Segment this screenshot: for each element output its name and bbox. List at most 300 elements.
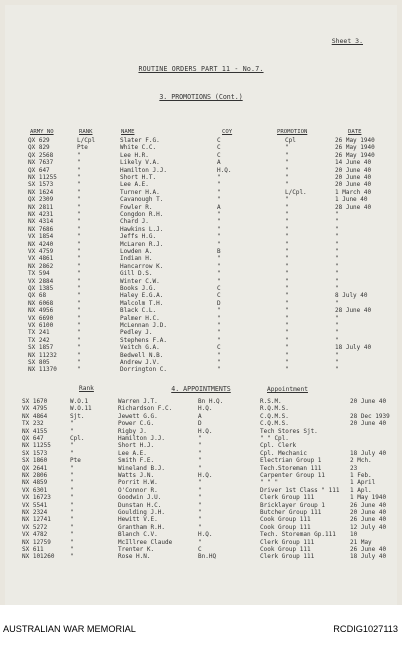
promotion-cell: " — [285, 203, 289, 211]
date-cell: 1 April — [350, 479, 376, 487]
date-cell: 26 June 40 — [350, 501, 387, 509]
date-cell: " — [335, 336, 339, 344]
appointment-row — [5, 553, 397, 561]
army-no-cell: NX 11370 — [28, 366, 57, 374]
coy-cell: " — [217, 307, 221, 315]
name-cell: Palmer H.C. — [120, 314, 160, 322]
date-cell: 20 June 40 — [335, 166, 372, 174]
date-cell: 1 May 1940 — [350, 494, 387, 502]
rank-cell: Sjt. — [70, 412, 85, 420]
date-cell: 26 June 40 — [350, 516, 387, 524]
army-no-cell: NX 2806 — [22, 472, 48, 479]
name-cell: Lee A.E. — [120, 181, 149, 189]
army-no-cell: NX 4155 — [22, 427, 48, 435]
army-no-cell: QX 647 — [28, 166, 50, 174]
name-cell: Power C.G. — [118, 420, 155, 428]
promotion-cell: L/Cpl. — [285, 188, 307, 196]
promotion-cell: " — [285, 240, 289, 248]
col-header-rank: RANK — [79, 129, 93, 135]
coy-cell: " — [217, 174, 221, 181]
date-cell: " — [335, 299, 339, 307]
name-cell: Veitch G.A. — [120, 344, 160, 352]
unit-cell: " — [198, 486, 202, 494]
rank-cell: " — [77, 248, 81, 255]
date-cell: " — [335, 322, 339, 329]
army-no-cell: SX 1573 — [22, 449, 48, 457]
date-cell: 28 June 40 — [335, 203, 372, 211]
name-cell: Short H.J. — [118, 442, 155, 450]
archive-footer — [0, 605, 402, 654]
rank-cell: " — [77, 240, 81, 248]
name-cell: Warren J.T. — [118, 398, 158, 405]
col-header-promotion: PROMOTION — [277, 129, 308, 135]
name-cell: Watts J.N. — [118, 472, 155, 479]
appointment-cell: Tech Stores Sjt. — [260, 427, 318, 435]
name-cell: Fowler R. — [120, 203, 153, 211]
name-cell: Chard J. — [120, 218, 149, 226]
name-cell: Jewett G.G. — [118, 412, 158, 420]
name-cell: Hamilton J.J. — [120, 166, 167, 174]
coy-cell: C — [217, 151, 221, 159]
rank-cell: " — [70, 516, 74, 524]
rank-cell: Pte — [70, 457, 81, 465]
rank-cell: " — [77, 336, 81, 344]
army-no-cell: QX 68 — [28, 292, 47, 300]
date-cell: 20 June 40 — [350, 420, 387, 428]
coy-cell: " — [217, 233, 221, 241]
coy-cell: " — [217, 218, 221, 226]
name-cell: Goodwin J.U. — [118, 494, 162, 502]
promotion-cell: " — [285, 159, 289, 167]
name-cell: Pedley J. — [120, 329, 153, 337]
promotion-cell: " — [285, 255, 289, 263]
coy-cell: " — [217, 196, 221, 204]
date-cell: 8 July 40 — [335, 292, 368, 300]
rank-cell: " — [77, 188, 81, 196]
rank-cell: " — [70, 523, 74, 531]
date-cell: 18 July 40 — [350, 553, 387, 561]
date-cell: " — [335, 225, 339, 233]
unit-cell: " — [198, 464, 202, 472]
appointment-cell: Electrian Group 1 — [260, 457, 322, 465]
rank-cell: " — [77, 329, 81, 337]
rank-cell: " — [77, 255, 81, 263]
promotion-cell: " — [285, 270, 289, 278]
army-no-cell: VX 6301 — [22, 486, 48, 494]
name-cell: Porrit H.W. — [118, 479, 158, 487]
unit-cell: D — [198, 420, 202, 428]
unit-cell: " — [198, 509, 202, 516]
unit-cell: " — [198, 501, 202, 509]
document-heading: ROUTINE ORDERS PART 11 - No.7. — [138, 65, 264, 73]
date-cell: 21 May — [350, 538, 372, 546]
date-cell: 12 July 40 — [350, 523, 387, 531]
promotion-cell: " — [285, 292, 289, 300]
date-cell: 20 June 40 — [350, 398, 387, 405]
coy-cell: " — [217, 366, 221, 374]
date-cell: 1 Apl. — [350, 486, 372, 494]
rank-cell: " — [77, 262, 81, 270]
appointment-cell: " " " — [260, 479, 279, 487]
rank-cell: Cpl. — [70, 435, 85, 442]
appointment-cell: Clerk Group 111 — [260, 494, 315, 502]
army-no-cell: VX 5541 — [22, 501, 48, 509]
appointment-cell: " " Cpl. — [260, 435, 289, 442]
coy-cell: " — [217, 255, 221, 263]
name-cell: Blanch C.V. — [118, 531, 158, 539]
coy-cell: A — [217, 203, 221, 211]
name-cell: Rigby J. — [118, 427, 147, 435]
coy-cell: " — [217, 322, 221, 329]
date-cell: " — [335, 285, 339, 292]
army-no-cell: SX 805 — [28, 359, 50, 366]
coy-cell: C — [217, 144, 221, 152]
army-no-cell: SX 611 — [22, 546, 44, 553]
appointment-cell: Cook Group 111 — [260, 523, 311, 531]
unit-cell: H.Q. — [198, 427, 213, 435]
date-cell: 18 July 40 — [350, 449, 387, 457]
unit-cell: " — [198, 494, 202, 502]
army-no-cell: NX 4859 — [22, 479, 48, 487]
army-no-cell: TX 594 — [28, 270, 50, 278]
rank-cell: " — [70, 427, 74, 435]
date-cell: 26 May 1940 — [335, 137, 375, 144]
army-no-cell: VX 4782 — [22, 531, 48, 539]
date-cell: 20 June 40 — [335, 174, 372, 181]
coy-cell: " — [217, 225, 221, 233]
name-cell: Rose H.N. — [118, 553, 151, 561]
army-no-cell: NX 4956 — [28, 307, 54, 315]
army-no-cell: NX 4231 — [28, 211, 54, 218]
promotion-cell: " — [285, 336, 289, 344]
appointment-cell: Carpenter Group 11 — [260, 472, 326, 479]
date-cell: 26 June 40 — [350, 546, 387, 553]
name-cell: Lowden A. — [120, 248, 153, 255]
army-no-cell: VX 5272 — [22, 523, 48, 531]
appointment-cell: Driver 1st Class " 111 — [260, 486, 340, 494]
rank-cell: " — [70, 464, 74, 472]
name-cell: Richardson F.C. — [118, 405, 173, 413]
army-no-cell: QX 2641 — [22, 464, 48, 472]
army-no-cell: VX 4795 — [22, 405, 48, 413]
army-no-cell: VX 2884 — [28, 277, 54, 285]
army-no-cell: VX 4861 — [28, 255, 54, 263]
name-cell: Turner H.A. — [120, 188, 160, 196]
col-header-coy: COY — [222, 129, 233, 135]
rank-cell: " — [77, 233, 81, 241]
rank-cell: " — [77, 344, 81, 352]
coy-cell: " — [217, 359, 221, 366]
name-cell: McLennan J.D. — [120, 322, 167, 329]
rank-cell: W.O.11 — [70, 405, 92, 413]
rank-cell: " — [70, 479, 74, 487]
promotion-cell: " — [285, 211, 289, 218]
promotion-cell: " — [285, 329, 289, 337]
footer-source: AUSTRALIAN WAR MEMORIAL — [3, 624, 136, 634]
name-cell: Dunstan H.C. — [118, 501, 162, 509]
rank-cell: " — [70, 449, 74, 457]
name-cell: Malcolm T.H. — [120, 299, 164, 307]
name-cell: Indian H. — [120, 255, 153, 263]
unit-cell: C — [198, 546, 202, 553]
appointment-cell: Tech.Storeman 111 — [260, 464, 322, 472]
coy-cell: " — [217, 188, 221, 196]
army-no-cell: NX 2324 — [22, 509, 48, 516]
rank-cell: Pte — [77, 144, 88, 152]
army-no-cell: NX 4314 — [28, 218, 54, 226]
rank-cell: " — [77, 166, 81, 174]
unit-cell: " — [198, 435, 202, 442]
footer-record-id: RCDIG1027113 — [333, 624, 398, 634]
rank-cell: " — [77, 174, 81, 181]
rank-cell: " — [77, 181, 81, 189]
rank-cell: " — [77, 359, 81, 366]
rank-cell: " — [77, 299, 81, 307]
appointment-cell: Cpl. Mechanic — [260, 449, 307, 457]
appointment-cell: Butcher Group 111 — [260, 509, 322, 516]
rank-cell: " — [77, 285, 81, 292]
date-cell: 10 — [350, 531, 358, 539]
name-cell: Short H.T. — [120, 174, 157, 181]
army-no-cell: TX 241 — [28, 329, 50, 337]
rank-cell: " — [70, 442, 74, 450]
promotion-cell: " — [285, 351, 289, 359]
appointment-cell: Clerk Group 111 — [260, 538, 315, 546]
date-cell: 1 March 40 — [335, 188, 372, 196]
rank-cell: " — [70, 494, 74, 502]
col-header-date: DATE — [348, 129, 362, 135]
name-cell: Stephens F.A. — [120, 336, 167, 344]
coy-cell: C — [217, 285, 221, 292]
name-cell: Hawkins L.J. — [120, 225, 164, 233]
promotion-cell: " — [285, 151, 289, 159]
army-no-cell: NX 2862 — [28, 262, 54, 270]
promotion-cell: " — [285, 248, 289, 255]
army-no-cell: QX 629 — [28, 137, 50, 144]
date-cell: 14 June 40 — [335, 159, 372, 167]
promotion-cell: " — [285, 307, 289, 315]
name-cell: Hamilton J.J. — [118, 435, 165, 442]
army-no-cell: NX 4240 — [28, 240, 54, 248]
rank-cell: L/Cpl — [77, 137, 96, 144]
date-cell: 23 — [350, 464, 358, 472]
appointments-rank-header: Rank — [79, 385, 94, 392]
appointment-cell: Tech. Storeman Gp.111 — [260, 531, 336, 539]
coy-cell: C — [217, 292, 221, 300]
army-no-cell: NX 12741 — [22, 516, 51, 524]
rank-cell: " — [77, 225, 81, 233]
rank-cell: " — [77, 211, 81, 218]
date-cell: " — [335, 359, 339, 366]
col-header-army-no: ARMY NO — [30, 129, 54, 135]
rank-cell: " — [77, 277, 81, 285]
name-cell: Books J.G. — [120, 285, 157, 292]
appointment-cell: Clerk Group 111 — [260, 553, 315, 561]
army-no-cell: QX 2568 — [28, 151, 54, 159]
name-cell: Haley E.G.A. — [120, 292, 164, 300]
army-no-cell: VX 1854 — [28, 233, 54, 241]
rank-cell: " — [77, 307, 81, 315]
coy-cell: D — [217, 299, 221, 307]
unit-cell: Bn H.Q. — [198, 398, 224, 405]
army-no-cell: QX 829 — [28, 144, 50, 152]
unit-cell: " — [198, 457, 202, 465]
promotion-cell: " — [285, 225, 289, 233]
rank-cell: " — [77, 270, 81, 278]
appointments-section-title: 4. APPOINTMENTS — [171, 385, 231, 393]
coy-cell: H.Q. — [217, 166, 232, 174]
army-no-cell: SX 1857 — [28, 344, 54, 352]
promotion-cell: " — [285, 344, 289, 352]
appointment-cell: Cook Group 111 — [260, 516, 311, 524]
rank-cell: " — [70, 546, 74, 553]
unit-cell: " — [198, 538, 202, 546]
promotion-cell: Cpl — [285, 137, 296, 144]
army-no-cell: NX 1624 — [28, 188, 54, 196]
date-cell: " — [335, 314, 339, 322]
date-cell: " — [335, 255, 339, 263]
army-no-cell: NX 4864 — [22, 412, 48, 420]
rank-cell: " — [70, 486, 74, 494]
rank-cell: " — [70, 538, 74, 546]
name-cell: Hancarrow K. — [120, 262, 164, 270]
army-no-cell: TX 232 — [22, 420, 44, 428]
promotion-cell: " — [285, 233, 289, 241]
army-no-cell: QX 647 — [22, 435, 44, 442]
army-no-cell: NX 11255 — [22, 442, 51, 450]
date-cell: 26 May 1940 — [335, 151, 375, 159]
promotion-cell: " — [285, 285, 289, 292]
rank-cell: " — [77, 322, 81, 329]
army-no-cell: TX 242 — [28, 336, 50, 344]
army-no-cell: SX 1860 — [22, 457, 48, 465]
date-cell: 1 June 40 — [335, 196, 368, 204]
coy-cell: C — [217, 137, 221, 144]
army-no-cell: NX 7686 — [28, 225, 54, 233]
army-no-cell: SX 1670 — [22, 398, 48, 405]
army-no-cell: NX 7637 — [28, 159, 54, 167]
date-cell: " — [335, 366, 339, 374]
rank-cell: W.O.1 — [70, 398, 89, 405]
date-cell: " — [335, 233, 339, 241]
col-header-name: NAME — [121, 129, 135, 135]
name-cell: Slater F.G. — [120, 137, 160, 144]
rank-cell: " — [77, 314, 81, 322]
army-no-cell: VX 4759 — [28, 248, 54, 255]
date-cell: " — [335, 329, 339, 337]
name-cell: Congdon R.H. — [120, 211, 164, 218]
army-no-cell: SX 1573 — [28, 181, 54, 189]
unit-cell: " — [198, 442, 202, 450]
name-cell: Winter C.W. — [120, 277, 160, 285]
army-no-cell: NX 101260 — [22, 553, 55, 561]
name-cell: White C.C. — [120, 144, 157, 152]
promotion-cell: " — [285, 218, 289, 226]
coy-cell: A — [217, 159, 221, 167]
name-cell: Likely V.A. — [120, 159, 160, 167]
rank-cell: " — [70, 509, 74, 516]
army-no-cell: NX 11255 — [28, 174, 57, 181]
rank-cell: " — [77, 366, 81, 374]
promotion-cell: " — [285, 174, 289, 181]
promotion-cell: " — [285, 166, 289, 174]
army-no-cell: VX 6690 — [28, 314, 54, 322]
rank-cell: " — [77, 196, 81, 204]
name-cell: Gill D.S. — [120, 270, 153, 278]
name-cell: Jeffs H.G. — [120, 233, 157, 241]
coy-cell: " — [217, 314, 221, 322]
date-cell: " — [335, 248, 339, 255]
name-cell: Trenter K. — [118, 546, 155, 553]
rank-cell: " — [77, 159, 81, 167]
army-no-cell: NX 11232 — [28, 351, 57, 359]
coy-cell: " — [217, 277, 221, 285]
unit-cell: H.Q. — [198, 472, 213, 479]
coy-cell: " — [217, 351, 221, 359]
date-cell: " — [335, 240, 339, 248]
army-no-cell: VX 16723 — [22, 494, 51, 502]
promotion-row — [5, 366, 397, 374]
date-cell: 20 June 40 — [335, 181, 372, 189]
army-no-cell: NX 12759 — [22, 538, 51, 546]
date-cell: " — [335, 351, 339, 359]
date-cell: 28 Dec 1939 — [350, 412, 390, 420]
date-cell: 20 June 40 — [350, 509, 387, 516]
rank-cell: " — [70, 501, 74, 509]
promotion-cell: " — [285, 277, 289, 285]
name-cell: McIllree Claude — [118, 538, 173, 546]
rank-cell: " — [70, 472, 74, 479]
army-no-cell: QX 1385 — [28, 285, 54, 292]
name-cell: Grantham R.H. — [118, 523, 165, 531]
unit-cell: " — [198, 449, 202, 457]
army-no-cell: NX 2811 — [28, 203, 54, 211]
name-cell: Goulding J.H. — [118, 509, 165, 516]
rank-cell: " — [77, 151, 81, 159]
name-cell: Lee A.E. — [118, 449, 147, 457]
appointment-cell: R.S.M. — [260, 398, 282, 405]
unit-cell: H.Q. — [198, 405, 213, 413]
rank-cell: " — [77, 218, 81, 226]
unit-cell: " — [198, 516, 202, 524]
date-cell: 2 Mch. — [350, 457, 372, 465]
date-cell: " — [335, 211, 339, 218]
unit-cell: " — [198, 479, 202, 487]
date-cell: " — [335, 262, 339, 270]
name-cell: McLaren R.J. — [120, 240, 164, 248]
coy-cell: " — [217, 240, 221, 248]
name-cell: Dorrington C. — [120, 366, 167, 374]
appointment-cell: Cpl. Clerk — [260, 442, 297, 450]
promotion-cell: " — [285, 299, 289, 307]
army-no-cell: QX 2309 — [28, 196, 54, 204]
document-page — [5, 5, 397, 605]
promotion-cell: " — [285, 196, 289, 204]
unit-cell: H.Q. — [198, 531, 213, 539]
coy-cell: B — [217, 248, 221, 255]
unit-cell: A — [198, 412, 202, 420]
army-no-cell: NX 6068 — [28, 299, 54, 307]
rank-cell: " — [77, 203, 81, 211]
promotion-cell: " — [285, 359, 289, 366]
appointment-cell: Cook Group 111 — [260, 546, 311, 553]
date-cell: 18 July 40 — [335, 344, 372, 352]
date-cell: 28 June 40 — [335, 307, 372, 315]
coy-cell: " — [217, 336, 221, 344]
appointment-cell: R.Q.M.S. — [260, 405, 289, 413]
rank-cell: " — [70, 531, 74, 539]
unit-cell: Bn.HQ — [198, 553, 217, 561]
